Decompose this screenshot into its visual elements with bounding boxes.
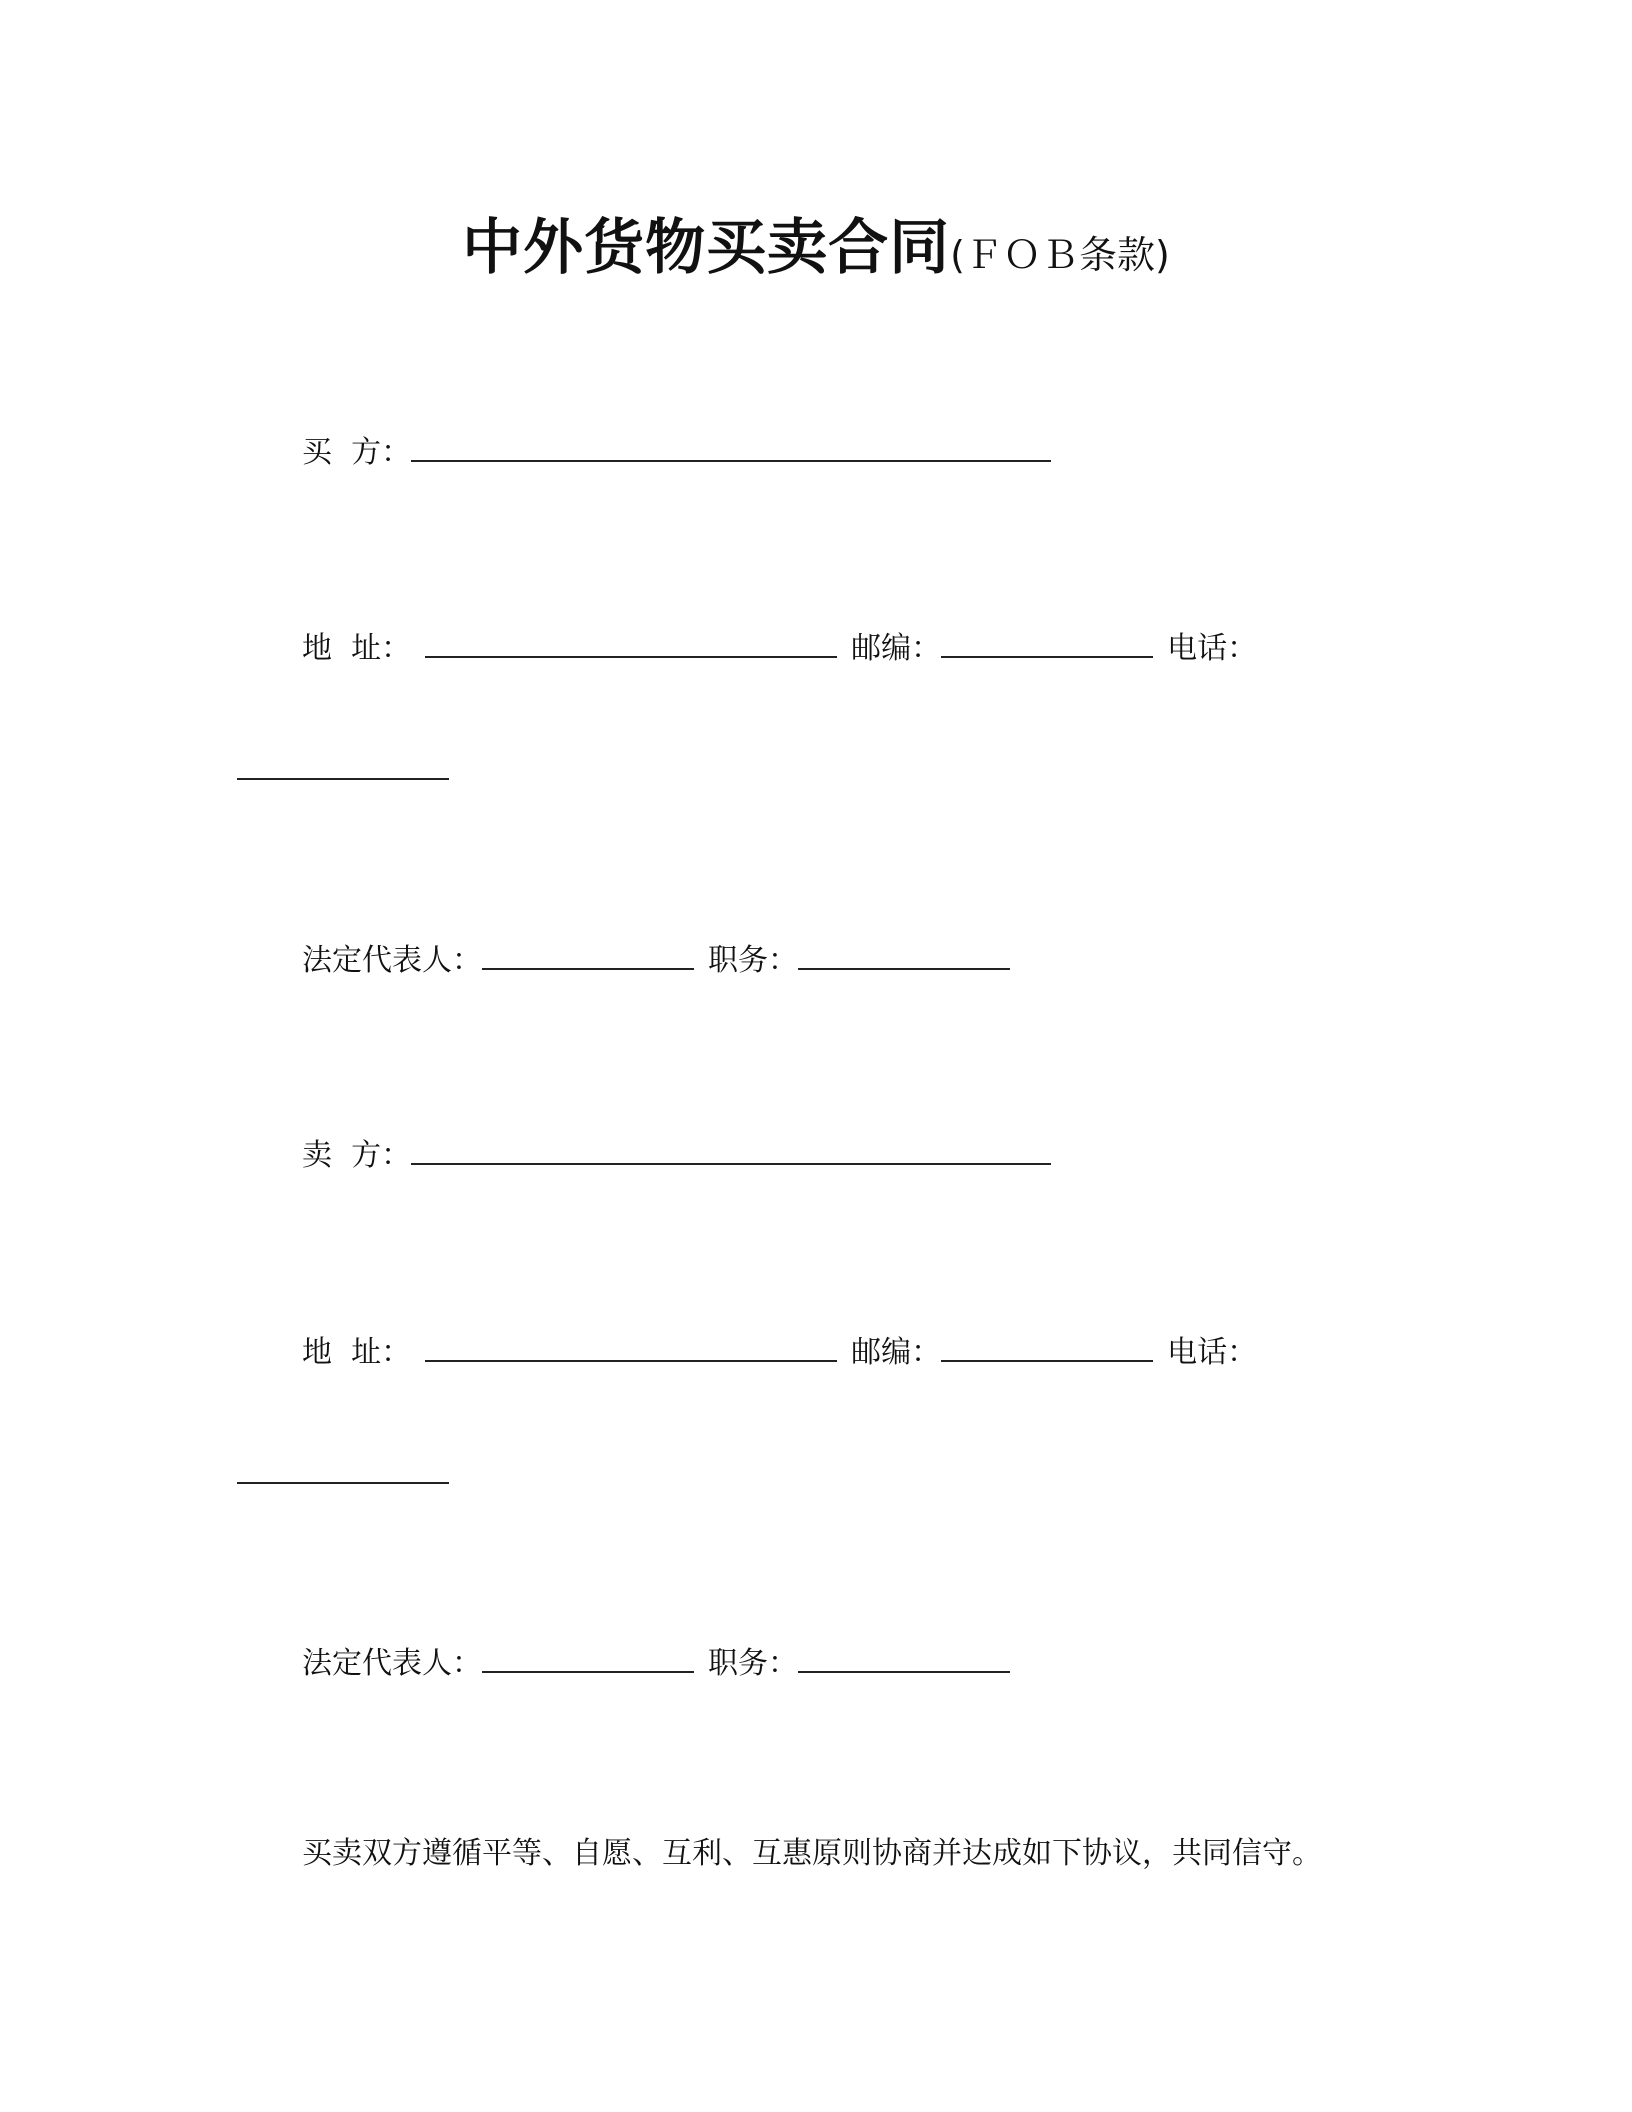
buyer-address-blank[interactable] — [425, 626, 837, 658]
buyer-postcode-label: 邮编： — [851, 631, 942, 666]
buyer-name-blank[interactable] — [411, 430, 1051, 462]
preamble: 买卖双方遵循平等、自愿、互利、互惠原则协商并达成如下协议，共同信守。 — [302, 1836, 1322, 1871]
buyer-position-blank[interactable] — [798, 938, 1010, 970]
seller-address-blank[interactable] — [425, 1330, 837, 1362]
buyer-address-line — [302, 626, 1257, 669]
seller-rep-blank[interactable] — [482, 1641, 694, 1673]
seller-postcode-label: 邮编： — [851, 1335, 942, 1370]
buyer-phone-blank[interactable] — [237, 748, 449, 780]
buyer-postcode-blank[interactable] — [941, 626, 1153, 658]
seller-position-label: 职务： — [708, 1646, 798, 1681]
buyer-rep-label: 法定代表人： — [302, 943, 482, 978]
seller-name-blank[interactable] — [411, 1133, 1051, 1165]
seller-postcode-blank[interactable] — [941, 1330, 1153, 1362]
seller-phone-blank[interactable] — [237, 1452, 449, 1484]
document-title — [0, 200, 1632, 286]
seller-label: 卖 方： — [302, 1138, 412, 1173]
buyer-phone-line — [237, 748, 449, 791]
title-main: 中外货物买卖合同 — [462, 213, 951, 283]
buyer-line — [302, 430, 1051, 473]
seller-address-line — [302, 1330, 1257, 1373]
seller-phone-line — [237, 1452, 449, 1495]
buyer-rep-line — [302, 938, 1010, 981]
seller-phone-label: 电话： — [1167, 1335, 1258, 1370]
seller-address-label: 地 址： — [302, 1335, 412, 1370]
buyer-rep-blank[interactable] — [482, 938, 694, 970]
seller-rep-line — [302, 1641, 1010, 1684]
buyer-position-label: 职务： — [708, 943, 798, 978]
buyer-label: 买 方： — [302, 435, 412, 470]
seller-rep-label: 法定代表人： — [302, 1646, 482, 1681]
seller-line — [302, 1133, 1051, 1176]
buyer-phone-label: 电话： — [1167, 631, 1258, 666]
seller-position-blank[interactable] — [798, 1641, 1010, 1673]
title-sub: (ＦＯＢ条款) — [950, 233, 1170, 277]
buyer-address-label: 地 址： — [302, 631, 412, 666]
